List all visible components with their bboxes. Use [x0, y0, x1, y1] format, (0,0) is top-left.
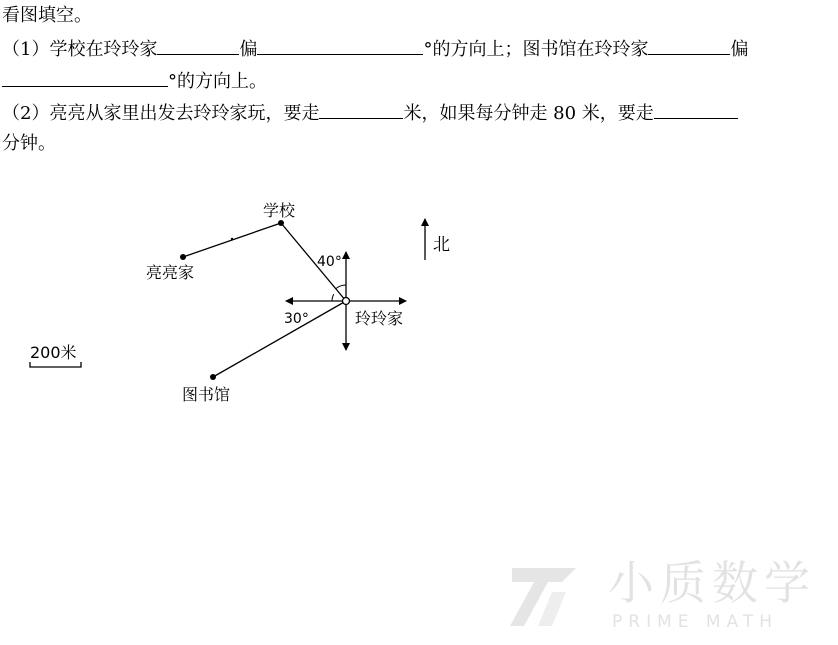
route-tick-mark — [231, 238, 233, 240]
point-school — [278, 220, 284, 226]
point-lingling-home — [343, 298, 350, 305]
watermark-logo-icon — [508, 562, 580, 632]
part1-text-a: （1）学校在玲玲家 — [2, 39, 158, 60]
part2-text-c: 分钟。 — [2, 133, 56, 154]
part1-text-d: 偏 — [730, 39, 749, 60]
part1-text-c: °的方向上；图书馆在玲玲家 — [423, 39, 649, 60]
part1-text-e: °的方向上。 — [168, 71, 267, 92]
label-angle-north: 40° — [317, 254, 342, 270]
label-liangliang-home: 亮亮家 — [145, 263, 195, 282]
label-school: 学校 — [262, 201, 296, 220]
question-title: 看图填空。 — [2, 5, 92, 26]
part1-text-b: 偏 — [239, 39, 258, 60]
point-library — [210, 374, 216, 380]
watermark — [508, 556, 828, 636]
label-north: 北 — [433, 235, 450, 255]
angle-arc-west — [332, 294, 334, 301]
watermark-subtitle: PRIME MATH — [612, 612, 779, 632]
label-library: 图书馆 — [181, 385, 231, 404]
point-liangliang-home — [180, 254, 186, 260]
watermark-title: 小质数学 — [608, 556, 816, 610]
scale-label: 200米 — [30, 343, 77, 362]
label-angle-west: 30° — [284, 311, 309, 327]
scale-bar — [30, 362, 81, 367]
label-lingling-home: 玲玲家 — [354, 309, 404, 328]
line-lingling-to-library — [213, 301, 346, 377]
angle-arc-north — [336, 285, 346, 289]
part2-text-a: （2）亮亮从家里出发去玲玲家玩，要走 — [2, 103, 320, 124]
part2-text-b: 米，如果每分钟走 80 米，要走 — [403, 103, 654, 124]
